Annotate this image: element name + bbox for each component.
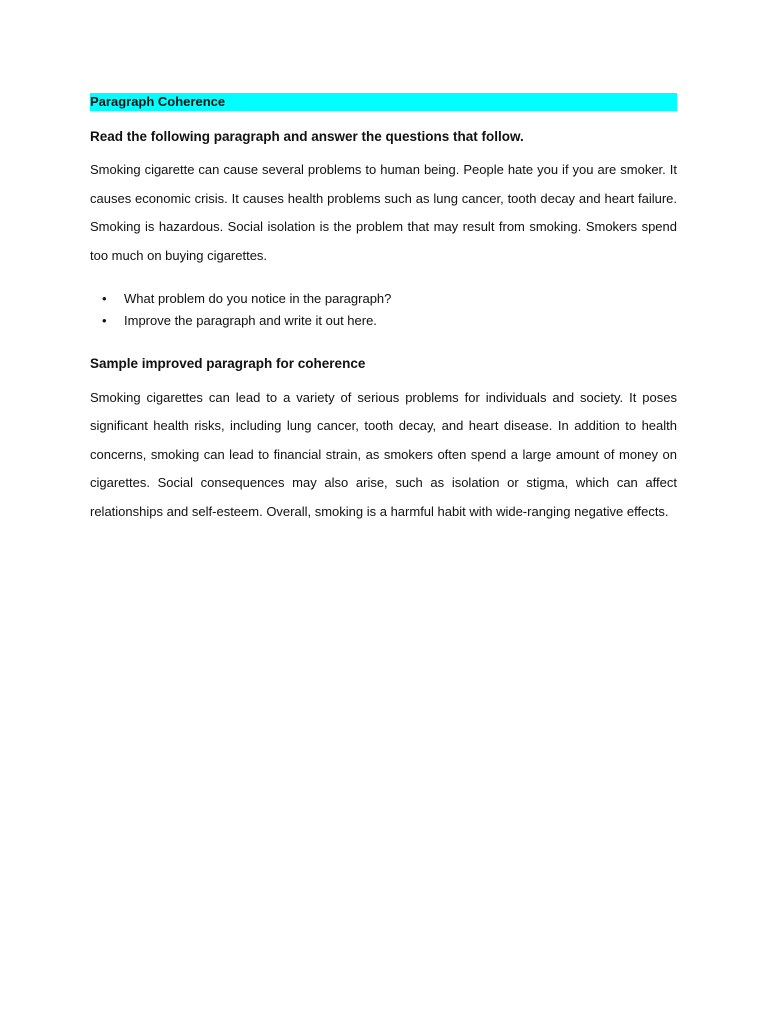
list-item xyxy=(90,288,677,310)
question-list xyxy=(90,288,677,332)
question-text: Improve the paragraph and write it out here. xyxy=(124,313,377,328)
question-text: What problem do you notice in the paragraph? xyxy=(124,291,392,306)
document-page xyxy=(90,93,677,526)
instruction-text: Read the following paragraph and answer the questions that follow. xyxy=(90,129,524,144)
list-item xyxy=(90,310,677,332)
sample-paragraph: Smoking cigarettes can lead to a variety of serious problems for individuals and society. It poses significant health risks, including lung cancer, tooth decay, and heart disease. In addition to health concerns, smoking can lead to financial strain, as smokers often spend a large amount of money on cigarettes. Social consequences may also arise, such as isolation or stigma, which can affect relationships and self-esteem. Overall, smoking is a harmful habit with wide-ranging negative effects. xyxy=(90,390,677,519)
bullet-icon: • xyxy=(102,291,107,306)
original-paragraph: Smoking cigarette can cause several problems to human being. People hate you if you are smoker. It causes economic crisis. It causes health problems such as lung cancer, tooth decay and heart failure. Smoking is hazardous. Social isolation is the problem that may result from smoking. Smokers spend too much on buying cigarettes. xyxy=(90,162,677,263)
page-title: Paragraph Coherence xyxy=(90,93,677,111)
sample-heading: Sample improved paragraph for coherence xyxy=(90,356,366,371)
bullet-icon: • xyxy=(102,313,107,328)
